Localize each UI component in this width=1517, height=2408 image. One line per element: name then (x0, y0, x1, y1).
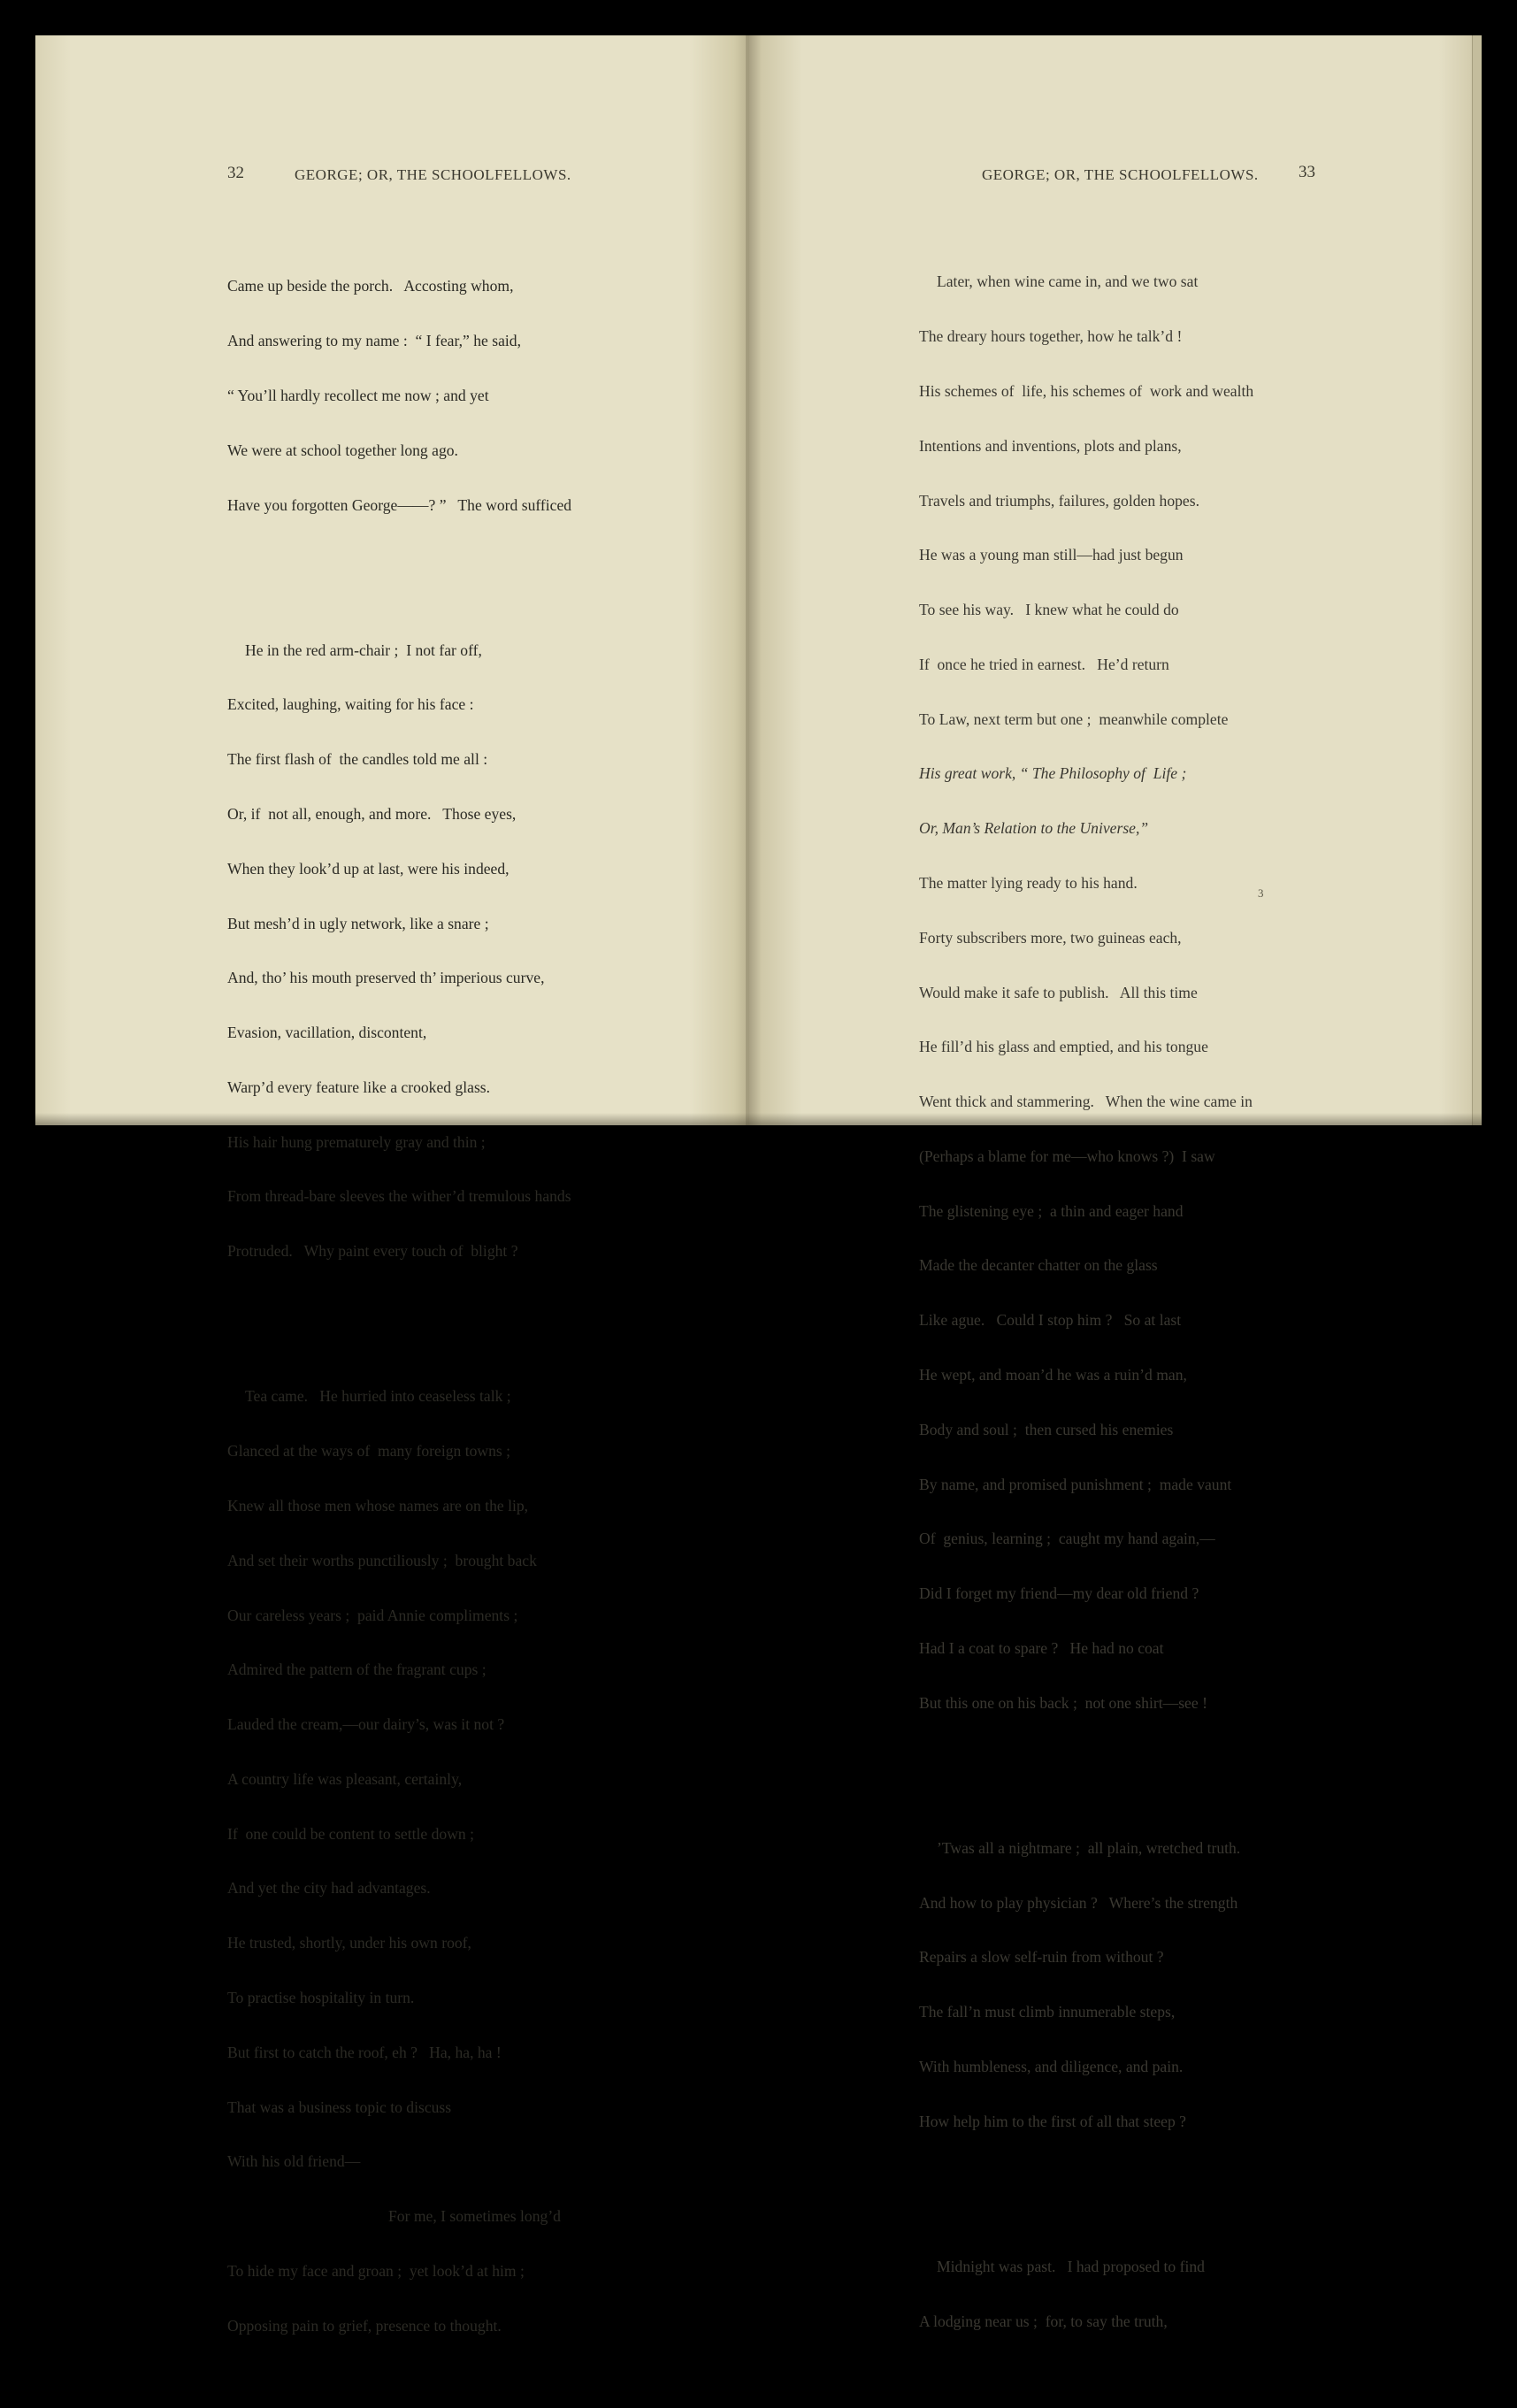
verse-line: Travels and triumphs, failures, golden hopes. (919, 491, 1199, 510)
verse-line: “ You’ll hardly recollect me now ; and yet (227, 386, 489, 404)
verse-line: A country life was pleasant, certainly, (227, 1769, 463, 1788)
verse-line: Intentions and inventions, plots and plans, (919, 436, 1182, 455)
verse-line: Like ague. Could I stop him ? So at last (919, 1311, 1182, 1330)
verse-line: His schemes of life, his schemes of work and wealth (919, 381, 1254, 400)
verse-line: How help him to the first of all that steep ? (919, 2112, 1186, 2130)
stanza (227, 604, 571, 1297)
verse-line: Came up beside the porch. Accosting whom, (227, 277, 514, 295)
verse-line: To hide my face and groan ; yet look’d at him ; (227, 2261, 525, 2280)
verse-line: To practise hospitality in turn. (227, 1989, 415, 2006)
verse-line: Would make it safe to publish. All this time (919, 983, 1198, 1001)
verse-line: But mesh’d in ugly network, like a snare ; (227, 914, 489, 932)
verse-line: With humbleness, and diligence, and pain. (919, 2057, 1184, 2075)
stanza (227, 241, 571, 550)
verse-line: To see his way. I knew what he could do (919, 601, 1179, 619)
page-number-left: 32 (227, 164, 244, 182)
verse-line: ’Twas all a nightmare ; all plain, wretched truth. (937, 1838, 1241, 1857)
verse-line: From thread-bare sleeves the wither’d tremulous hands (227, 1187, 571, 1206)
verse-line: He fill’d his glass and emptied, and his tongue (919, 1038, 1208, 1056)
verse-line: And, tho’ his mouth preserved th’ imperious curve, (227, 969, 545, 987)
verse-line: If once he tried in earnest. He’d return (919, 655, 1169, 673)
verse-line: Evasion, vacillation, discontent, (227, 1024, 427, 1042)
verse-line: His great work, “ The Philosophy of Life ; (919, 764, 1187, 783)
verse-line: He in the red arm-chair ; I not far off, (245, 640, 482, 659)
verse-line: That was a business topic to discuss (227, 2097, 452, 2116)
verse-line: Excited, laughing, waiting for his face : (227, 695, 474, 714)
page-number-right: 33 (1299, 163, 1315, 181)
verse-line: (Perhaps a blame for me—who knows ?) I saw (919, 1146, 1215, 1165)
page-edge (1472, 35, 1482, 1125)
verse-line: Tea came. He hurried into ceaseless talk ; (245, 1387, 511, 1406)
verse-line: Made the decanter chatter on the glass (919, 1256, 1158, 1275)
verse-line: To Law, next term but one ; meanwhile complete (919, 709, 1229, 728)
spread-bottom-shadow (35, 1113, 1482, 1125)
verse-line: Had I a coat to spare ? He had no coat (919, 1638, 1164, 1657)
book-spread (35, 35, 1482, 2335)
verse-line: And answering to my name : “ I fear,” he said, (227, 332, 521, 350)
verse-line: Glanced at the ways of many foreign towns ; (227, 1442, 511, 1461)
verse-line: Protruded. Why paint every touch of blight ? (227, 1242, 518, 1261)
verse-line: Body and soul ; then cursed his enemies (919, 1420, 1174, 1438)
verse-line: The matter lying ready to his hand. (919, 873, 1138, 892)
verse-line: We were at school together long ago. (227, 441, 458, 459)
verse-line: Have you forgotten George——? ” The word sufficed (227, 495, 572, 514)
running-head-right: GEORGE; OR, THE SCHOOLFELLOWS. (982, 166, 1259, 183)
verse-line: Our careless years ; paid Annie compliments ; (227, 1606, 518, 1624)
verse-line: He trusted, shortly, under his own roof, (227, 1934, 471, 1952)
verse-line: Went thick and stammering. When the wine came in (919, 1093, 1253, 1111)
verse-line: Knew all those men whose names are on the lip, (227, 1496, 529, 1515)
right-page-text (919, 200, 1253, 2404)
verse-line: The glistening eye ; a thin and eager hand (919, 1201, 1184, 1220)
verse-line: He was a young man still—had just begun (919, 546, 1184, 564)
verse-line: And set their worths punctiliously ; brought back (227, 1551, 537, 1569)
verse-line: Repairs a slow self-ruin from without ? (919, 1948, 1164, 1967)
verse-line: When they look’d up at last, were his indeed, (227, 859, 509, 878)
verse-line: The dreary hours together, how he talk’d ! (919, 327, 1183, 346)
stanza (919, 2221, 1253, 2367)
verse-line: The fall’n must climb innumerable steps, (919, 2003, 1176, 2021)
verse-line: And yet the city had advantages. (227, 1879, 431, 1898)
verse-line: By name, and promised punishment ; made vaunt (919, 1475, 1232, 1493)
verse-line: But first to catch the roof, eh ? Ha, ha, ha ! (227, 2043, 502, 2061)
verse-line: And how to play physician ? Where’s the strength (919, 1893, 1238, 1912)
verse-line: A lodging near us ; for, to say the truth, (919, 2312, 1168, 2330)
left-page (35, 35, 749, 2335)
verse-line: Forty subscribers more, two guineas each, (919, 928, 1182, 947)
verse-line: Did I forget my friend—my dear old friend ? (919, 1584, 1199, 1603)
verse-line: Warp’d every feature like a crooked glass. (227, 1077, 491, 1096)
stanza (919, 1803, 1253, 2167)
right-page (749, 35, 1482, 2330)
verse-line: Lauded the cream,—our dairy’s, was it not ? (227, 1715, 505, 1734)
verse-line: His hair hung prematurely gray and thin ; (227, 1132, 486, 1151)
verse-line: Midnight was past. I had proposed to find (937, 2257, 1205, 2275)
verse-line: He wept, and moan’d he was a ruin’d man, (919, 1366, 1187, 1384)
stanza (919, 236, 1253, 1748)
verse-line: Of genius, learning ; caught my hand again,— (919, 1530, 1215, 1548)
verse-line: The first flash of the candles told me all : (227, 750, 488, 769)
verse-line: Opposing pain to grief, presence to thought. (227, 2316, 502, 2335)
left-page-text (227, 204, 571, 2408)
verse-line: Later, when wine came in, and we two sat (937, 272, 1199, 291)
verse-line: For me, I sometimes long’d (388, 2207, 561, 2226)
verse-line: Or, if not all, enough, and more. Those eyes, (227, 805, 517, 823)
verse-line: If one could be content to settle down ; (227, 1824, 474, 1843)
verse-line: Admired the pattern of the fragrant cups ; (227, 1660, 487, 1679)
signature-mark: 3 (1258, 886, 1264, 900)
stanza (227, 1351, 571, 2371)
verse-line: But this one on his back ; not one shirt—see ! (919, 1693, 1207, 1712)
verse-line: Or, Man’s Relation to the Universe,” (919, 819, 1149, 838)
running-head-left: GEORGE; OR, THE SCHOOLFELLOWS. (295, 166, 571, 183)
verse-line: With his old friend— (227, 2152, 361, 2171)
